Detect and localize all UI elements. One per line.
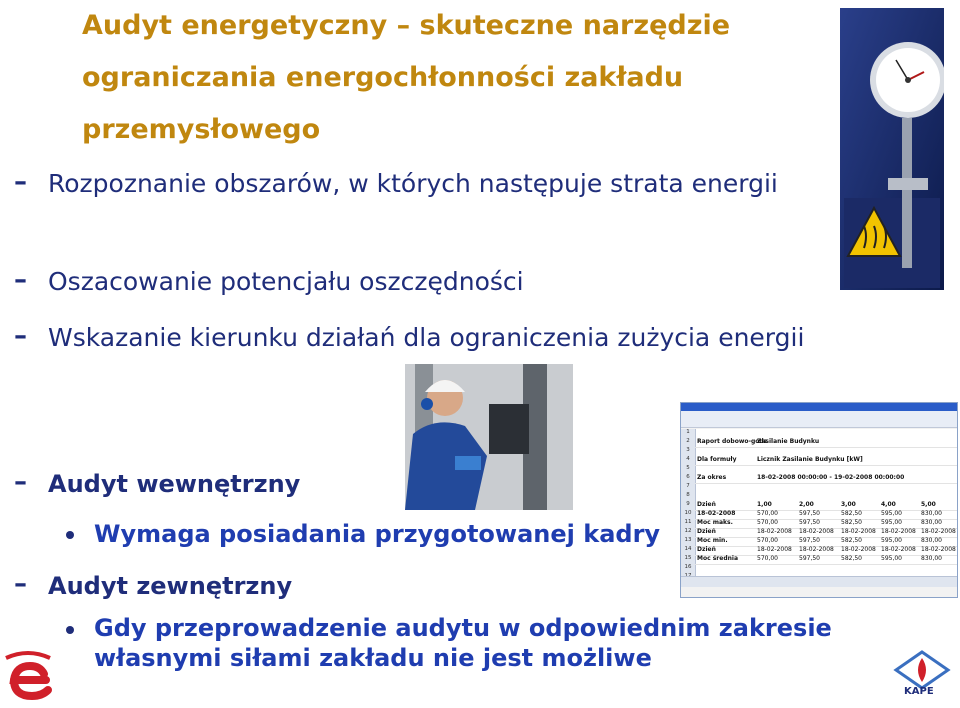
- internal-audit-label: Audyt wewnętrzny: [48, 470, 301, 498]
- table-cell: 5,00: [921, 501, 936, 508]
- table-cell: Moc średnia: [697, 555, 739, 562]
- row-number: 5: [686, 465, 690, 471]
- table-cell: 582,50: [841, 555, 862, 562]
- table-cell: 830,00: [921, 537, 942, 544]
- table-cell: 18-02-2008: [881, 528, 916, 535]
- kape-logo: [892, 650, 952, 706]
- spreadsheet-statusbar: [681, 576, 957, 587]
- bullet-action-direction: Wskazanie kierunku działań dla ograniczenia zużycia energii: [48, 323, 805, 352]
- table-cell: 18-02-2008: [697, 510, 736, 517]
- table-cell: 830,00: [921, 555, 942, 562]
- row-number: 3: [686, 447, 690, 453]
- row-number: 11: [684, 519, 692, 525]
- technician-photo: [405, 364, 573, 510]
- table-cell: 18-02-2008: [841, 528, 876, 535]
- table-cell: Moc min.: [697, 537, 728, 544]
- row-number: 1: [686, 429, 690, 435]
- table-cell: 595,00: [881, 555, 902, 562]
- spreadsheet-grid: [681, 429, 957, 587]
- external-audit-label: Audyt zewnętrzny: [48, 572, 293, 600]
- internal-audit-requirement: Wymaga posiadania przygotowanej kadry: [94, 520, 661, 548]
- kape-logo-text: KAPE: [904, 686, 934, 697]
- row-number: 10: [684, 510, 692, 516]
- row-number: 8: [686, 492, 690, 498]
- table-cell: 570,00: [757, 510, 778, 517]
- table-cell: 582,50: [841, 510, 862, 517]
- table-cell: 18-02-2008: [841, 546, 876, 553]
- table-row: Dla formuły Licznik Zasilanie Budynku [kW]: [695, 456, 957, 466]
- table-cell: 570,00: [757, 537, 778, 544]
- table-cell: 18-02-2008: [799, 546, 834, 553]
- table-cell: 2,00: [799, 501, 814, 508]
- table-cell: Dzień: [697, 501, 716, 508]
- table-cell: Dzień: [697, 528, 716, 535]
- bullet-savings-potential: Oszacowanie potencjału oszczędności: [48, 267, 524, 296]
- dash-bullet: –: [14, 167, 27, 197]
- dash-bullet: –: [14, 467, 27, 497]
- spreadsheet-titlebar: [681, 403, 957, 411]
- table-cell: 830,00: [921, 510, 942, 517]
- table-cell: 18-02-2008: [757, 546, 792, 553]
- table-cell: 582,50: [841, 519, 862, 526]
- table-cell: 597,50: [799, 510, 820, 517]
- row-number: 7: [686, 483, 690, 489]
- spreadsheet-row-headers: [681, 429, 696, 587]
- table-cell: 18-02-2008: [921, 528, 956, 535]
- table-cell: 830,00: [921, 519, 942, 526]
- table-cell: 597,50: [799, 519, 820, 526]
- table-cell: 582,50: [841, 537, 862, 544]
- table-cell: 570,00: [757, 555, 778, 562]
- external-audit-condition: Gdy przeprowadzenie audytu w odpowiednim zakresie własnymi siłami zakładu nie jest możliwe: [94, 614, 832, 672]
- spreadsheet-screenshot: [680, 402, 958, 598]
- table-row: Za okres 18-02-2008 00:00:00 - 19-02-2008 00:00:00: [695, 474, 957, 484]
- table-cell: 595,00: [881, 537, 902, 544]
- table-cell: 18-02-2008: [757, 528, 792, 535]
- table-cell: 595,00: [881, 519, 902, 526]
- row-number: 9: [686, 501, 690, 507]
- table-cell: 570,00: [757, 519, 778, 526]
- e-logo: [2, 650, 54, 704]
- table-cell: 1,00: [757, 501, 772, 508]
- dash-bullet: –: [14, 569, 27, 599]
- table-cell: 597,50: [799, 537, 820, 544]
- table-cell: 597,50: [799, 555, 820, 562]
- row-number: 6: [686, 474, 690, 480]
- table-row: [695, 555, 957, 565]
- table-cell: 18-02-2008: [881, 546, 916, 553]
- table-cell: Dzień: [697, 546, 716, 553]
- table-cell: 18-02-2008: [799, 528, 834, 535]
- dash-bullet: –: [14, 321, 27, 351]
- row-number: 12: [684, 528, 692, 534]
- gauge-photo: [840, 8, 944, 290]
- table-row: Raport dobowo-godz Zasilanie Budynku: [695, 438, 957, 448]
- table-cell: 4,00: [881, 501, 896, 508]
- row-number: 14: [684, 546, 692, 552]
- spreadsheet-toolbar: [681, 411, 957, 428]
- row-number: 13: [684, 537, 692, 543]
- table-cell: 3,00: [841, 501, 856, 508]
- bullet-dot: [66, 626, 74, 634]
- slide-title: Audyt energetyczny – skuteczne narzędzie ograniczania energochłonności zakładu przemysłowego: [82, 10, 731, 145]
- row-number: 4: [686, 456, 690, 462]
- table-cell: 595,00: [881, 510, 902, 517]
- table-cell: Moc maks.: [697, 519, 733, 526]
- dash-bullet: –: [14, 265, 27, 295]
- bullet-energy-loss: Rozpoznanie obszarów, w których następuje strata energii: [48, 169, 778, 198]
- table-cell: 18-02-2008: [921, 546, 956, 553]
- bullet-dot: [66, 531, 74, 539]
- row-number: 15: [684, 555, 692, 561]
- row-number: 2: [686, 438, 690, 444]
- row-number: 16: [684, 564, 692, 570]
